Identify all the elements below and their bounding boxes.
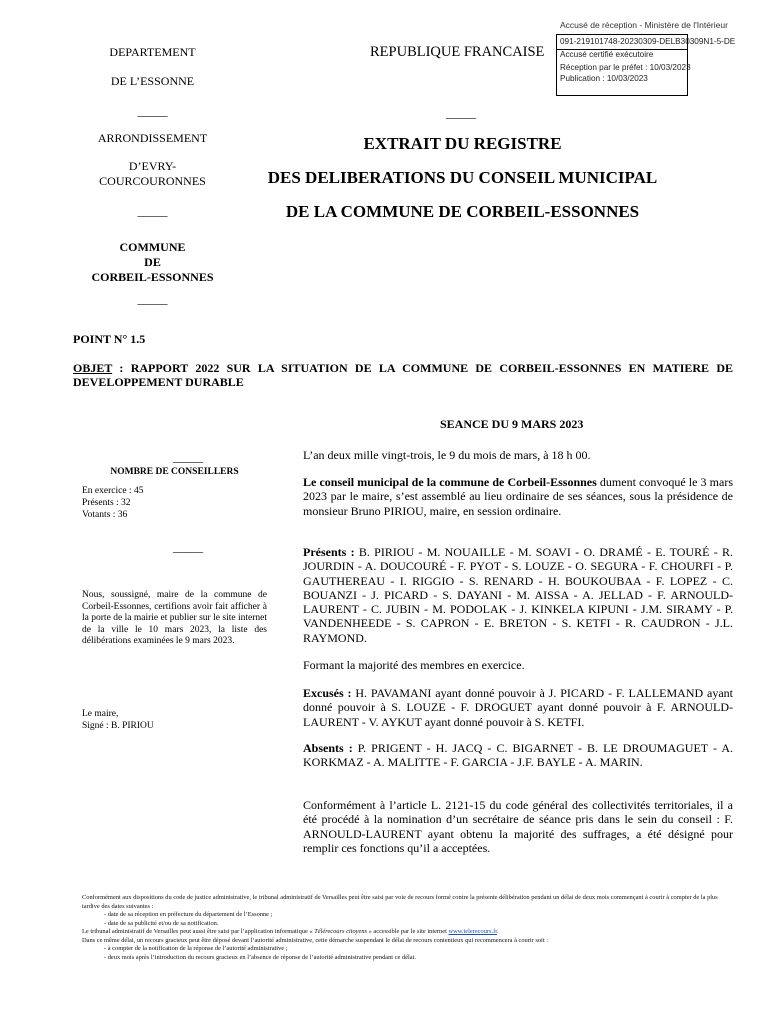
objet-text: : RAPPORT 2022 SUR LA SITUATION DE LA COMMUNE DE CORBEIL-ESSONNES EN MATIERE DE DEVELOPPEMENT DURABLE [73, 361, 733, 390]
legal-footer [82, 894, 737, 962]
convocation-bold: Le conseil municipal de la commune de Corbeil-Essonnes [303, 475, 597, 489]
seance-date: SEANCE DU 9 MARS 2023 [440, 417, 584, 431]
stamp-certification: Accusé certifié exécutoire [560, 49, 654, 59]
footer-line-3: Dans ce même délai, un recours gracieux peut être déposé devant l’autorité administrative, cette démarche suspendant le délai de recours contentieux qui recommencera à courir soit : [82, 936, 548, 944]
certification-text: Nous, soussigné, maire de la commune de Corbeil-Essonnes, certifions avoir fait afficher à la porte de la mairie et publier sur le site internet de la ville le 10 mars 2023, la liste des délibérations examinées le 9 mars 2023. [82, 590, 267, 646]
separator: _____ [137, 204, 168, 218]
point-number: POINT N° 1.5 [73, 332, 146, 346]
telerecours-link[interactable]: www.telerecours.fr [448, 928, 498, 935]
en-exercice: En exercice : 45 [82, 486, 144, 496]
commune-name: CORBEIL-ESSONNES [91, 270, 214, 284]
excuses-list [303, 686, 733, 729]
departement-label: DEPARTEMENT [109, 45, 196, 59]
acknowledgment-stamp [556, 34, 736, 96]
stamp-reference: 091-219101748-20230309-DELB30309N1-5-DE [557, 35, 687, 50]
footer-item-3: - à compter de la notification de la réponse de l’autorité administrative ; [104, 945, 288, 952]
nombre-conseillers-title: NOMBRE DE CONSEILLERS [110, 467, 239, 477]
commune-de: DE [144, 255, 161, 269]
document-title-2: DES DELIBERATIONS DU CONSEIL MUNICIPAL [267, 168, 658, 187]
maire-label: Le maire, [82, 709, 119, 719]
footer-item-2: - date de sa publicité et/ou de sa notification. [104, 919, 219, 927]
majorite: Formant la majorité des membres en exercice. [303, 658, 525, 672]
footer-line-1: Conformément aux dispositions du code de justice administrative, le tribunal administratif de Versailles peut être saisi par voie de recours formé contre la présente délibération pendant un délai de deux mois commençant à courir à compter de la plus tardive des dates suivantes : [82, 894, 718, 910]
footer-line-2: Le tribunal administratif de Versailles peut aussi être saisi par l’application informatique « Télérecours citoyens » accessible par le site internet www.telerecours.fr. [82, 928, 499, 935]
separator: _____ [137, 104, 168, 118]
footer-item-1: - date de sa réception en préfecture du département de l’Essonne ; [104, 911, 273, 918]
objet-label: OBJET [73, 361, 113, 375]
convocation-text: dument convoqué le 3 mars 2023 par le maire, s’est assemblé au lieu ordinaire de ses séances, sous la présidence de monsieur Bruno PIRIOU, maire, en session ordinaire. [303, 475, 733, 518]
intro: L’an deux mille vingt-trois, le 9 du mois de mars, à 18 h 00. [303, 448, 591, 462]
excuses-label: Excusés : [303, 686, 352, 700]
separator: _____ [446, 106, 476, 120]
absents-list [303, 741, 733, 770]
absents-names: P. PRIGENT - H. JACQ - C. BIGARNET - B. LE DROUMAGUET - A. KORKMAZ - A. MALITTE - F. GARCIA - J.F. BAYLE - A. MARIN. [303, 741, 733, 770]
stamp-reception: Réception par le préfet : 10/03/2023 [560, 63, 691, 72]
separator: _____ [173, 540, 203, 554]
maire-signature: Signé : B. PIRIOU [82, 721, 154, 731]
document-title-1: EXTRAIT DU REGISTRE [363, 134, 562, 153]
republique-francaise: REPUBLIQUE FRANCAISE [370, 44, 545, 60]
votants-count: Votants : 36 [82, 510, 128, 520]
convocation [303, 475, 733, 518]
presents-label: Présents : [303, 545, 355, 559]
footer-item-4: - deux mois après l’introduction du recours gracieux en l’absence de réponse de l’autorité administrative pendant ce délai. [104, 953, 416, 961]
telerecours-app: Télérecours citoyens [314, 928, 368, 935]
stamp-title: Accusé de réception - Ministère de l'Intérieur [560, 20, 728, 30]
absents-label: Absents : [303, 741, 353, 755]
objet [73, 361, 733, 390]
secretaire-seance: Conformément à l’article L. 2121-15 du code général des collectivités territoriales, il a été procédé à la nomination d’un secrétaire de séance pris dans le sein du conseil : F. ARNOULD-LAURENT ayant obtenu la majorité des suffrages, a été désigné pour remplir ces fonctions qu’il a acceptées. [303, 798, 733, 855]
arrondissement-label: ARRONDISSEMENT [97, 131, 208, 145]
excuses-names: H. PAVAMANI ayant donné pouvoir à J. PICARD - F. LALLEMAND ayant donné pouvoir à S. LOUZE - F. DROGUET ayant donné pouvoir à F. ARNOULD-LAURENT - V. AYKUT ayant donné pouvoir à S. KETFI. [303, 686, 733, 729]
arrondissement-name-2: COURCOURONNES [99, 174, 206, 188]
commune-label: COMMUNE [119, 240, 186, 254]
separator: _____ [137, 292, 168, 306]
separator: _____ [173, 450, 203, 464]
presents-count: Présents : 32 [82, 498, 131, 508]
document-title-3: DE LA COMMUNE DE CORBEIL-ESSONNES [285, 202, 640, 221]
presents-list [303, 545, 733, 645]
stamp-publication: Publication : 10/03/2023 [560, 73, 648, 83]
arrondissement-name-1: D’EVRY- [128, 159, 177, 173]
presents-names: B. PIRIOU - M. NOUAILLE - M. SOAVI - O. DRAMÉ - E. TOURÉ - R. JOURDIN - A. DOUCOURÉ - F. PYOT - S. LOUZE - O. SEGURA - F. CHOURFI - P. GAUTHEREAU - I. RIGGIO - S. RENARD - H. BOUKOUBAA - F. LOPEZ - C. BOUANZI - J. PICARD - S. DAYANI - M. AISSA - A. JELLAD - F. ARNOULD-LAURENT - C. JUBIN - M. PODOLAK - J. KINKELA KIPUNI - J.M. SIRAMY - P. VANDENHEEDE - S. CAPRON - E. BRETON - S. KETFI - R. CAUDRON - J.L. RAYMOND. [303, 545, 733, 645]
departement-name: DE L’ESSONNE [110, 74, 195, 88]
